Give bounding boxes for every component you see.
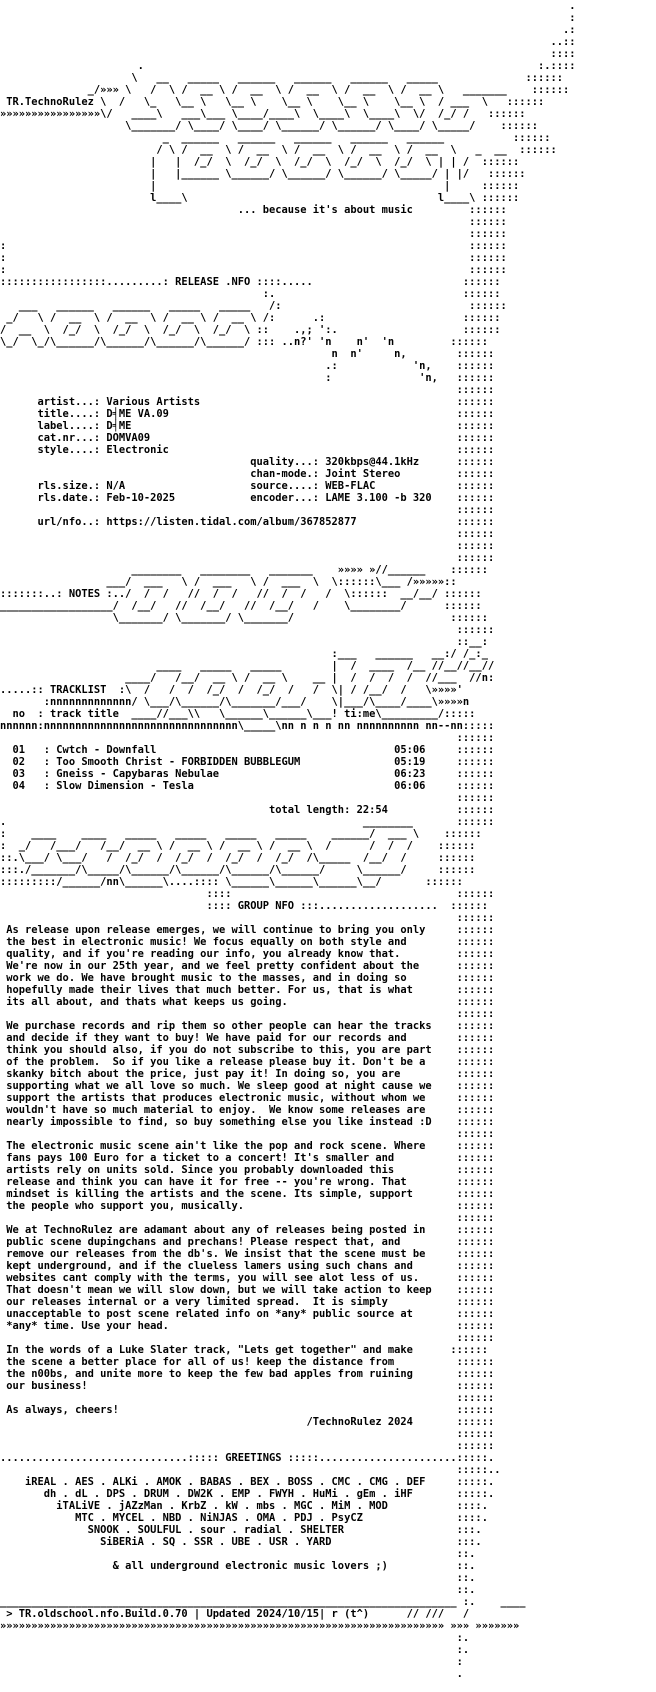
nfo-line: :::::: xyxy=(0,1128,495,1140)
nfo-line: :::: GROUP NFO :::................... :::::: xyxy=(0,900,488,912)
nfo-line: nearly impossible to find, so buy something else you like instead :D :::::: xyxy=(0,1116,495,1128)
nfo-line: :::::: xyxy=(0,1428,495,1440)
nfo-line: :::::: xyxy=(0,504,495,516)
nfo-line: :::::: xyxy=(0,540,495,552)
nfo-line: iREAL . AES . ALKi . AMOK . BABAS . BEX . BOSS . CMC . CMG . DEF :::::. xyxy=(0,1476,495,1488)
nfo-line: _ ______ ______ ______ ______ ______ :::::: xyxy=(0,132,551,144)
nfo-line: \ __ _____ ______ ______ ______ _____ :::::: xyxy=(0,72,564,84)
nfo-line: /TechnoRulez 2024 :::::: xyxy=(0,1416,495,1428)
nfo-line: :::::: xyxy=(0,1332,495,1344)
nfo-line: ____ _____ _____ | / ____ /__ //__//__// xyxy=(0,660,495,672)
nfo-line: :::::: xyxy=(0,528,495,540)
nfo-line: _/»»» \ / \ / __ \ / __ \ / __ \ / __ \ / __ \ _______ :::::: xyxy=(0,84,570,96)
nfo-line: url/nfo..: https://listen.tidal.com/album/367852877 :::::: xyxy=(0,516,495,528)
nfo-line: rls.size.: N/A source....: WEB-FLAC :::::: xyxy=(0,480,495,492)
nfo-line: ::. xyxy=(0,1572,476,1584)
nfo-line: the scene a better place for all of us! keep the distance from :::::: xyxy=(0,1356,495,1368)
nfo-line: :___ ______ __:/ /_:_ xyxy=(0,648,488,660)
nfo-line: | |______ \______/ \______/ \______/ \_____/ | |/ :::::: xyxy=(0,168,526,180)
nfo-line xyxy=(0,1680,457,1692)
nfo-line: ________ ________ _______ »»»» »//______ :::::: xyxy=(0,564,488,576)
nfo-line: : xyxy=(0,1656,463,1668)
nfo-line: *any* time. Use your head. :::::: xyxy=(0,1320,495,1332)
nfo-line: ___/ ___ \ / ___ \ / ___ \ \::::::\___ /»»»»»:: xyxy=(0,576,457,588)
nfo-line: : 'n, :::::: xyxy=(0,372,495,384)
nfo-line: release and think you can have it for free -- you're wrong. That :::::: xyxy=(0,1176,495,1188)
nfo-line: :::::: xyxy=(0,1212,495,1224)
nfo-line: :. xyxy=(0,1644,470,1656)
nfo-line: quality...: 320kbps@44.1kHz :::::: xyxy=(0,456,495,468)
nfo-line: artists rely on units sold. Since you probably downloaded this :::::: xyxy=(0,1164,495,1176)
nfo-line: our business! :::::: xyxy=(0,1380,495,1392)
nfo-line: : xyxy=(0,12,576,24)
nfo-line: . ________ :::::: xyxy=(0,816,495,828)
nfo-line: . :.:::: xyxy=(0,60,576,72)
nfo-line: :::./_______/\_____/\______/\______/\______/\______/ \______/ :::::: xyxy=(0,864,476,876)
nfo-line: :::::: xyxy=(0,912,495,924)
nfo-line: »»»»»»»»»»»»»»»»\/ ____\ ___\___ \____/____\ \____\ \____\ \/ /_/ / :::::: xyxy=(0,108,526,120)
nfo-line: :::::: xyxy=(0,624,495,636)
nfo-line: MTC . MYCEL . NBD . NiNJAS . OMA . PDJ . PsyCZ ::::. xyxy=(0,1512,488,1524)
nfo-line: :::: xyxy=(0,48,576,60)
nfo-line: :::::: xyxy=(0,384,495,396)
nfo-line: label....: D╡ME :::::: xyxy=(0,420,495,432)
nfo-line: In the words of a Luke Slater track, "Lets get together" and make :::::: xyxy=(0,1344,488,1356)
nfo-line: | | /_/ \ /_/ \ /_/ \ /_/ \ /_/ \ | | / :::::: xyxy=(0,156,520,168)
nfo-line: unacceptable to post scene related info on *any* public source at :::::: xyxy=(0,1308,495,1320)
nfo-line: public scene dupingchans and prechans! Please respect that, and :::::: xyxy=(0,1236,495,1248)
nfo-line: ::. xyxy=(0,1548,476,1560)
nfo-line: : _/ /___/ /__/ __ \ / __ \ / __ \ / __ \ / / / / :::::: xyxy=(0,840,476,852)
nfo-line: artist...: Various Artists :::::: xyxy=(0,396,495,408)
nfo-line: : :::::: xyxy=(0,264,507,276)
nfo-line: : :::::: xyxy=(0,240,507,252)
nfo-line: SiBERiA . SQ . SSR . UBE . USR . YARD :::. xyxy=(0,1536,482,1548)
nfo-line: : ____ ____ _____ _____ _____ _____ ______/ ___ \ :::::: xyxy=(0,828,482,840)
nfo-line: 01 : Cwtch - Downfall 05:06 :::::: xyxy=(0,744,495,756)
nfo-line: remove our releases from the db's. We insist that the scene must be :::::: xyxy=(0,1248,495,1260)
nfo-line: As always, cheers! :::::: xyxy=(0,1404,495,1416)
nfo-line: think you should also, if you do not subscribe to this, you are part :::::: xyxy=(0,1044,495,1056)
nfo-line: :::::: xyxy=(0,1392,495,1404)
nfo-line: We're now in our 25th year, and we feel pretty confident about the :::::: xyxy=(0,960,495,972)
nfo-line: :. xyxy=(0,1632,470,1644)
nfo-line: :::::: xyxy=(0,228,507,240)
nfo-line: _/ \ / __ \ / __ \ / __ \ / __ \ /: .: :::::: xyxy=(0,312,501,324)
nfo-line: :nnnnnnnnnnnnn/ \___/\______/\_______/___/ \|___/\____/____\»»»»n xyxy=(0,696,470,708)
nfo-line: . xyxy=(0,0,576,12)
nfo-line: : :::::: xyxy=(0,252,507,264)
nfo-line: .: 'n, :::::: xyxy=(0,360,495,372)
nfo-line: the people who support you, musically. :::::: xyxy=(0,1200,495,1212)
nfo-line: nnnnnn:nnnnnnnnnnnnnnnnnnnnnnnnnnnnnnn\_____\nn n n n nn nnnnnnnnnn nn--nn::::: xyxy=(0,720,495,732)
nfo-line: its all about, and thats what keeps us going. :::::: xyxy=(0,996,495,1008)
nfo-line: .....:: TRACKLIST :\ / / / /_/ / /_/ / / \| / /__/ / \»»»»' xyxy=(0,684,463,696)
nfo-line: chan-mode.: Joint Stereo :::::: xyxy=(0,468,495,480)
nfo-line: quality, and if you're reading our info, you already know that. :::::: xyxy=(0,948,495,960)
nfo-line: l____\ l____\ :::::: xyxy=(0,192,520,204)
nfo-line: style....: Electronic :::::: xyxy=(0,444,495,456)
nfo-line: :::::: xyxy=(0,216,507,228)
nfo-line: dh . dL . DPS . DRUM . DW2K . EMP . FWYH . HuMi . gEm . iHF :::::. xyxy=(0,1488,495,1500)
nfo-line: the n00bs, and unite more to keep the few bad apples from ruining :::::: xyxy=(0,1368,495,1380)
nfo-line: cat.nr...: DOMVA09 :::::: xyxy=(0,432,495,444)
nfo-line: :::::: xyxy=(0,732,495,744)
nfo-line: no : track title ____//___\\ \______\______\___! ti:me\_________/::::: xyxy=(0,708,476,720)
nfo-line: :::::::..: NOTES :../ / / // / / // / / / \:::::: __/__/ :::::: xyxy=(0,588,482,600)
nfo-line: :::::: xyxy=(0,1440,495,1452)
nfo-line: 04 : Slow Dimension - Tesla 06:06 :::::: xyxy=(0,780,495,792)
nfo-line: work we do. We have brought music to the masses, and in doing so :::::: xyxy=(0,972,495,984)
nfo-line: __________________/ /__/ // /__/ // /__/ / \________/ :::::: xyxy=(0,600,482,612)
nfo-line: ... because it's about music :::::: xyxy=(0,204,507,216)
nfo-line: total length: 22:54 :::::: xyxy=(0,804,495,816)
nfo-line: ::.\___/ \___/ / /_/ / /_/ / /_/ / /_/ /\_____ /__/ / :::::: xyxy=(0,852,476,864)
nfo-line: \_______/ \____/ \____/ \______/ \______/ \____/ \_____/ :::::: xyxy=(0,120,538,132)
nfo-line: . xyxy=(0,1668,463,1680)
nfo-line: 02 : Too Smooth Christ - FORBIDDEN BUBBLEGUM 05:19 :::::: xyxy=(0,756,495,768)
nfo-line: skanky bitch about the price, just pay it! In doing so, you are :::::: xyxy=(0,1068,495,1080)
nfo-line: wouldn't have so much material to enjoy. We know some releases are :::::: xyxy=(0,1104,495,1116)
nfo-line: / __ \ /_/ \ /_/ \ /_/ \ /_/ \ :: .,; ':. :::::: xyxy=(0,324,501,336)
nfo-line: SNOOK . SOULFUL . sour . radial . SHELTER :::. xyxy=(0,1524,482,1536)
nfo-line: support the artists that produces electronic music, without whom we :::::: xyxy=(0,1092,495,1104)
nfo-line: & all underground electronic music lovers ;) ::. xyxy=(0,1560,476,1572)
nfo-line: / \ / __ \ / __ \ / __ \ / __ \ / __ \ _ __ :::::: xyxy=(0,144,557,156)
nfo-line: ___ ______ ______ _____ _____ /: :::::: xyxy=(0,300,507,312)
nfo-line: | | :::::: xyxy=(0,180,520,192)
nfo-line: _________________________________________________________________________ :. ____ xyxy=(0,1596,526,1608)
nfo-line: fans pays 100 Euro for a ticket to a concert! It's smaller and :::::: xyxy=(0,1152,495,1164)
nfo-line: of the problem. So if you like a release please buy it. Don't be a :::::: xyxy=(0,1056,495,1068)
nfo-line: hopefully made their lives that much better. For us, that is what :::::: xyxy=(0,984,495,996)
nfo-line: :::: :::::: xyxy=(0,888,495,900)
nfo-line: supporting what we all love so much. We sleep good at night cause we :::::: xyxy=(0,1080,495,1092)
nfo-line: That doesn't mean we will slow down, but we will take action to keep :::::: xyxy=(0,1284,495,1296)
nfo-line: 03 : Gneiss - Capybaras Nebulae 06:23 :::::: xyxy=(0,768,495,780)
nfo-line: kept underground, and if the clueless lamers using such chans and :::::: xyxy=(0,1260,495,1272)
nfo-line: We purchase records and rip them so other people can hear the tracks :::::: xyxy=(0,1020,495,1032)
nfo-line: our releases internal or a very limited spread. It is simply :::::: xyxy=(0,1296,495,1308)
nfo-line: and decide if they want to buy! We have paid for our records and :::::: xyxy=(0,1032,495,1044)
nfo-line: The electronic music scene ain't like the pop and rock scene. Where :::::: xyxy=(0,1140,495,1152)
nfo-line: the best in electronic music! We focus equally on both style and :::::: xyxy=(0,936,495,948)
nfo-line: ::__: xyxy=(0,636,488,648)
nfo-line: \_______/ \_______/ \_______/ :::::: xyxy=(0,612,488,624)
nfo-line: :::::: xyxy=(0,1008,495,1020)
nfo-line: ..:: xyxy=(0,36,576,48)
nfo-line: n n' n, :::::: xyxy=(0,348,495,360)
nfo-line: ::. xyxy=(0,1584,476,1596)
nfo-line: .: xyxy=(0,24,576,36)
nfo-line: :::::: xyxy=(0,552,495,564)
nfo-line: TR.TechnoRulez \ / \_ \__ \ \__ \ \__ \ \__ \ \__ \ / ___ \ :::::: xyxy=(0,96,545,108)
nfo-line: title....: D╡ME VA.09 :::::: xyxy=(0,408,495,420)
nfo-line: ____/ /__/ __ \ / __ \ __ | / / / / //___ //n: xyxy=(0,672,495,684)
nfo-line: mindset is killing the artists and the scene. Its simple, support :::::: xyxy=(0,1188,495,1200)
nfo-line: iTALiVE . jAZzMan . KrbZ . kW . mbs . MGC . MiM . MOD ::::. xyxy=(0,1500,488,1512)
nfo-line: :::::.. xyxy=(0,1464,501,1476)
nfo-line: websites cant comply with the terms, you will see alot less of us. :::::: xyxy=(0,1272,495,1284)
nfo-line: > TR.oldschool.nfo.Build.0.70 | Updated 2024/10/15| r (t^) // /// / xyxy=(0,1608,470,1620)
nfo-line: :::::::::::::::::.........: RELEASE .NFO ::::..... :::::: xyxy=(0,276,501,288)
nfo-line: :. :::::: xyxy=(0,288,501,300)
nfo-line: rls.date.: Feb-10-2025 encoder...: LAME 3.100 -b 320 :::::: xyxy=(0,492,495,504)
nfo-line: »»»»»»»»»»»»»»»»»»»»»»»»»»»»»»»»»»»»»»»»»»»»»»»»»»»»»»»»»»»»»»»»»»»»»»» »»» »»»»»»» xyxy=(0,1620,520,1632)
nfo-line: :::::::::/______/nn\______\....:::: \______\______\______\__/ :::::: xyxy=(0,876,463,888)
nfo-line: We at TechnoRulez are adamant about any of releases being posted in :::::: xyxy=(0,1224,495,1236)
nfo-line: ..............................::::: GREETINGS :::::......................:::::. xyxy=(0,1452,495,1464)
nfo-line: As release upon release emerges, we will continue to bring you only :::::: xyxy=(0,924,495,936)
nfo-line: :::::: xyxy=(0,792,495,804)
nfo-line: \_/ \_/\______/\______/\______/\______/ ::: ..n?' 'n n' 'n :::::: xyxy=(0,336,488,348)
